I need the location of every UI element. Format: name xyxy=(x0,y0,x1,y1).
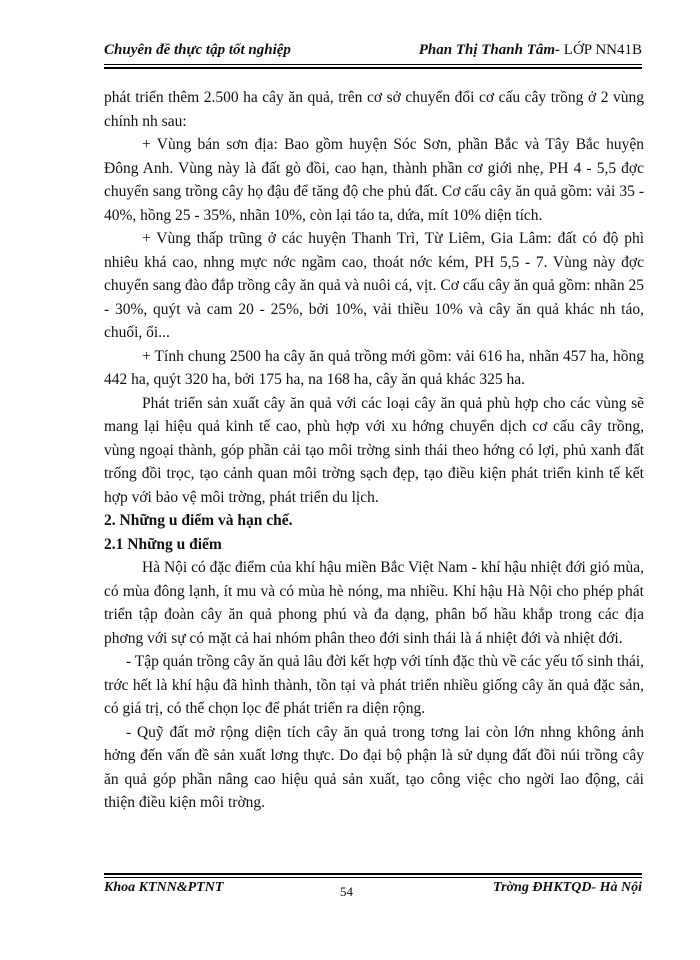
header-rule xyxy=(104,64,642,65)
header-class: LỚP NN41B xyxy=(563,42,642,58)
page-footer xyxy=(104,880,642,900)
page-header xyxy=(104,40,642,62)
page-number: 54 xyxy=(340,884,353,899)
footer-faculty: Khoa KTNN&PTNT xyxy=(104,880,224,895)
header-author-name: Phan Thị Thanh Tâm- xyxy=(418,42,564,58)
paragraph: phát triển thêm 2.500 ha cây ăn quả, trên cơ sở chuyển đổi cơ cấu cây trồng ở 2 vùng chính nh sau: xyxy=(104,89,644,130)
paragraph: - Quỹ đất mở rộng diện tích cây ăn quả trong tơng lai còn lớn nhng không ảnh hởng đến vấn đề sản xuất lơng thực. Do đại bộ phận là sử dụng đất đồi núi trồng cây ăn quả góp phần nâng cao hiệu quả sản xuất, tạo công việc cho ngời lao động, cải thiện điều kiện môi trờng. xyxy=(104,723,644,811)
paragraph: + Vùng bán sơn địa: Bao gồm huyện Sóc Sơn, phần Bắc và Tây Bắc huyện Đông Anh. Vùng này là đất gò đồi, cao hạn, thành phần cơ giới nhẹ, PH 4 - 5,5 đợc chuyển sang trồng cây họ đậu để tăng độ che phủ đất. Cơ cấu cây ăn quả gồm: vải 35 - 40%, hồng 25 - 35%, nhãn 10%, còn lại táo ta, dứa, mít 10% diện tích. xyxy=(104,136,644,224)
paragraph: Phát triển sản xuất cây ăn quả với các loại cây ăn quả phù hợp cho các vùng sẽ mang lại hiệu quả kinh tế cao, phù hợp với xu hớng chuyển dịch cơ cấu cây trồng, vùng ngoại thành, góp phần cải tạo môi trờng sinh thái theo hớng có lợi, phủ xanh đất trống đồi trọc, tạo cảnh quan môi trờng sạch đẹp, tạo điều kiện phát triển kinh tế kết hợp với bảo vệ môi trờng, phát triển du lịch. xyxy=(104,394,644,506)
paragraph: + Tính chung 2500 ha cây ăn quả trồng mới gồm: vải 616 ha, nhãn 457 ha, hồng 442 ha, quýt 320 ha, bởi 175 ha, na 168 ha, cây ăn quả khác 325 ha. xyxy=(104,347,644,388)
subsection-heading: 2.1 Những u điểm xyxy=(104,535,222,553)
footer-university: Trờng ĐHKTQD- Hà Nội xyxy=(493,880,642,895)
header-rule-thick xyxy=(104,67,642,69)
header-title: Chuyên đề thực tập tốt nghiệp xyxy=(104,42,291,58)
header-author xyxy=(419,42,642,59)
paragraph: Hà Nội có đặc điểm của khí hậu miền Bắc Việt Nam - khí hậu nhiệt đới gió mùa, có mùa đông lạnh, ít mu và có mùa hè nóng, ma nhiều. Khí hậu Hà Nội cho phép phát triển tập đoàn cây ăn quả phong phú và đa dạng, phân bố hầu khắp trong các địa phơng với sự có mặt cả hai nhóm phân theo đới sinh thái là á nhiệt đới và nhiệt đới. xyxy=(104,559,644,647)
paragraph: + Vùng thấp trũng ở các huyện Thanh Trì, Từ Liêm, Gia Lâm: đất có độ phì nhiêu khá cao, nhng mực nớc ngầm cao, thoát nớc kém, PH 5,5 - 7. Vùng này đợc chuyển sang đào đắp trồng cây ăn quả và nuôi cá, vịt. Cơ cấu cây ăn quả gồm: nhãn 25 - 30%, quýt và cam 20 - 25%, bởi 10%, vải thiều 10% và cây ăn quả khác nh táo, chuối, ổi... xyxy=(104,230,644,341)
footer-rule xyxy=(104,877,642,878)
footer-rule-thick xyxy=(104,873,642,875)
page-body xyxy=(104,86,644,815)
section-heading: 2. Những u điểm và hạn chế. xyxy=(104,512,293,529)
paragraph: - Tập quán trồng cây ăn quả lâu đời kết hợp với tính đặc thù về các yếu tố sinh thái, trớc hết là khí hậu đã hình thành, tồn tại và phát triển nhiều giống cây ăn quả đặc sản, có giá trị, có thể chọn lọc để phát triển ra diện rộng. xyxy=(104,653,645,717)
